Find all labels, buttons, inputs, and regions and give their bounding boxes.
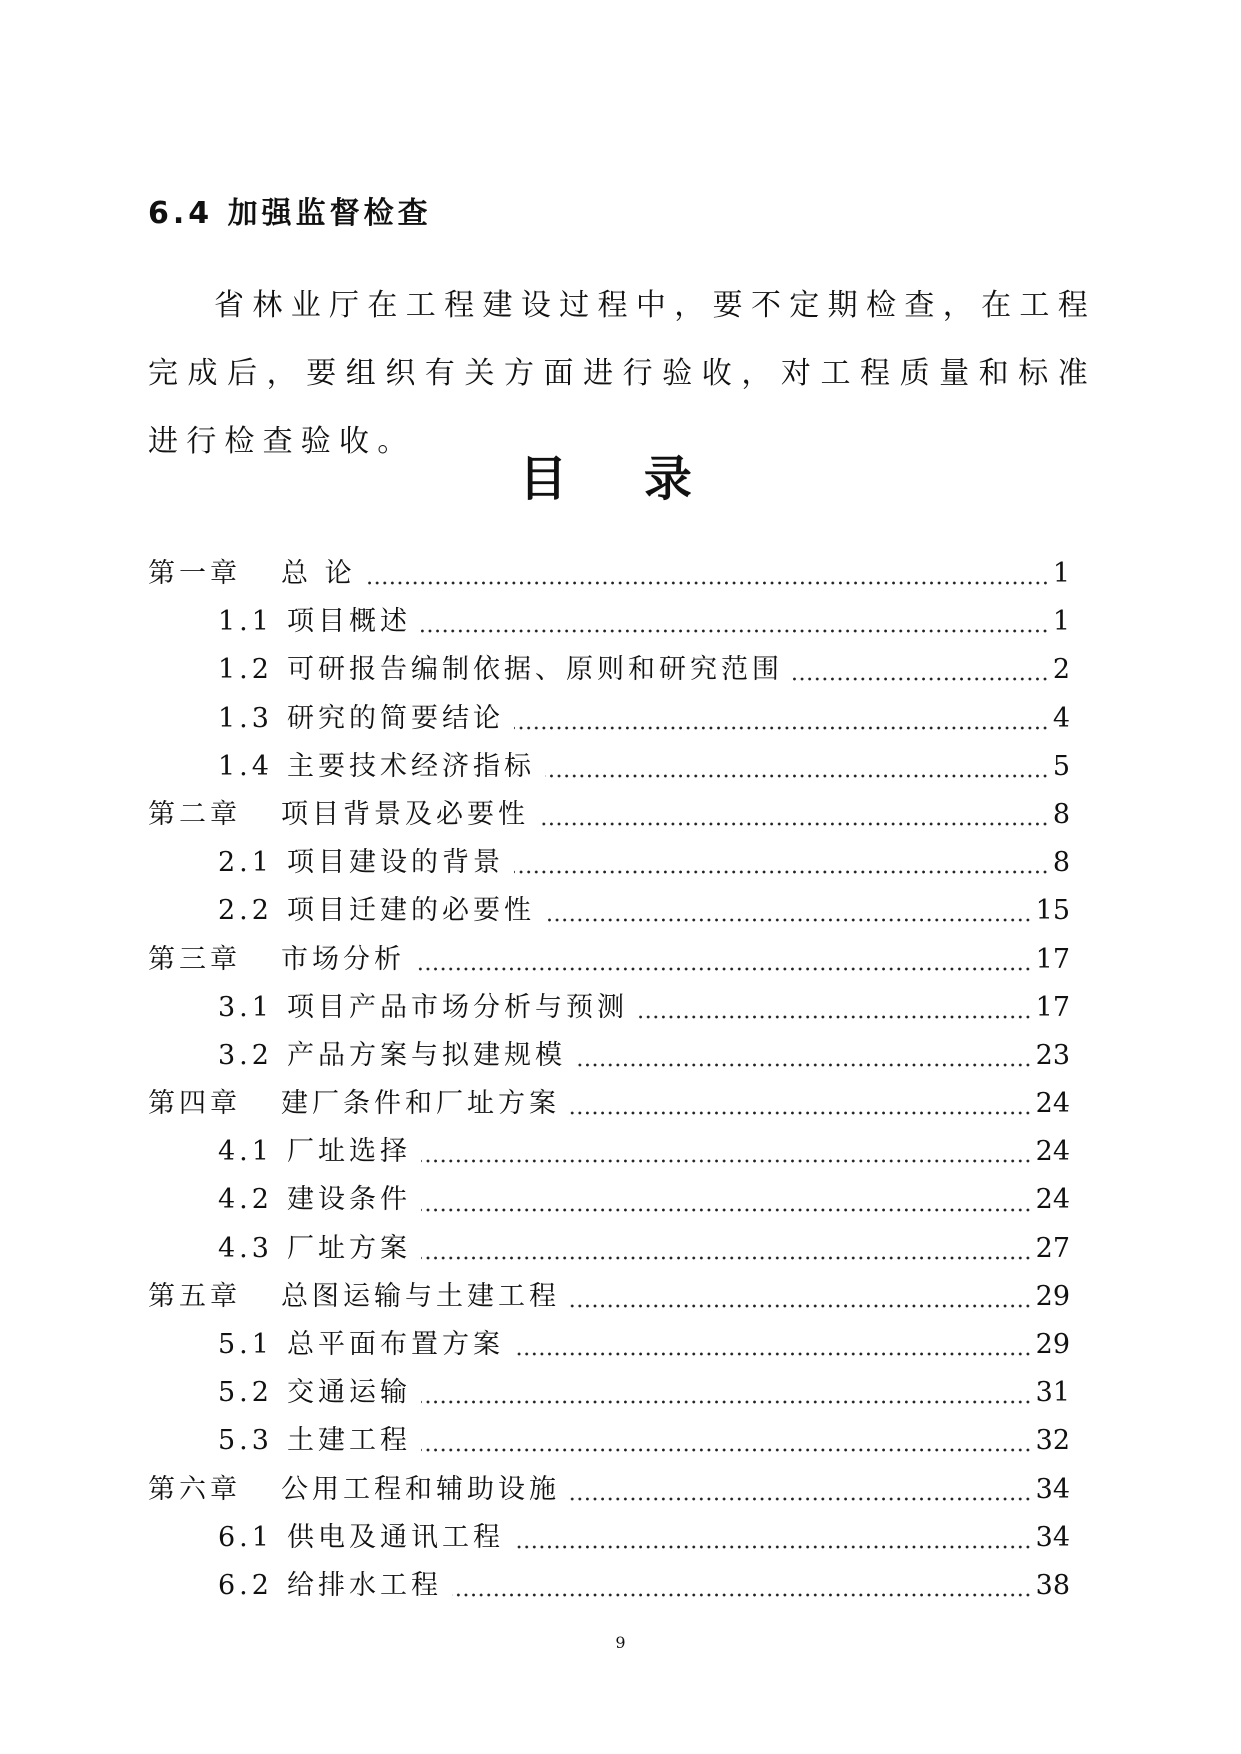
toc-entry-page: 17 bbox=[1035, 943, 1070, 975]
toc-entry-label: 产品方案与拟建规模 bbox=[286, 1039, 566, 1071]
page-number: 9 bbox=[615, 1633, 626, 1652]
toc-entry-number: 1.4 bbox=[218, 750, 273, 782]
toc-entry-number: 1.3 bbox=[218, 702, 273, 734]
table-of-contents bbox=[148, 551, 1070, 1611]
toc-dot-leader bbox=[793, 676, 1049, 682]
toc-dot-leader bbox=[421, 1447, 1032, 1453]
toc-dot-leader bbox=[514, 1351, 1032, 1357]
toc-entry-label: 项目产品市场分析与预测 bbox=[286, 991, 628, 1023]
toc-dot-leader bbox=[452, 1592, 1032, 1598]
toc-entry-label: 可研报告编制依据、原则和研究范围 bbox=[286, 654, 783, 686]
toc-entry-label: 建设条件 bbox=[286, 1184, 411, 1216]
toc-entry-page: 24 bbox=[1035, 1136, 1070, 1168]
toc-entry-number: 第五章 bbox=[148, 1280, 241, 1312]
toc-entry-label: 厂址方案 bbox=[286, 1232, 411, 1264]
toc-section-entry[interactable] bbox=[148, 1370, 1070, 1418]
toc-dot-leader bbox=[514, 1544, 1032, 1550]
toc-entry-number: 第一章 bbox=[148, 558, 241, 589]
toc-section-entry[interactable] bbox=[148, 985, 1070, 1033]
toc-entry-page: 31 bbox=[1035, 1377, 1070, 1409]
toc-dot-leader bbox=[638, 1014, 1032, 1020]
toc-entry-number: 第三章 bbox=[148, 943, 241, 975]
toc-entry-number: 4.3 bbox=[218, 1232, 273, 1264]
toc-entry-label: 主要技术经济指标 bbox=[286, 750, 535, 782]
toc-section-entry[interactable] bbox=[148, 599, 1070, 647]
body-paragraph: 省林业厅在工程建设过程中，要不定期检查，在工程完成后，要组织有关方面进行验收，对工程质量和标准进行检查验收。 bbox=[148, 288, 1096, 459]
toc-dot-leader bbox=[570, 1110, 1032, 1116]
toc-entry-number: 6.1 bbox=[218, 1521, 273, 1553]
toc-dot-leader bbox=[415, 966, 1032, 972]
toc-entry-page: 17 bbox=[1035, 991, 1070, 1023]
toc-entry-label: 总平面布置方案 bbox=[286, 1329, 504, 1360]
toc-entry-label: 供电及通讯工程 bbox=[286, 1521, 504, 1553]
toc-entry-label: 项目建设的背景 bbox=[286, 847, 504, 879]
toc-entry-page: 34 bbox=[1035, 1473, 1070, 1505]
toc-entry-label: 市场分析 bbox=[281, 943, 405, 975]
toc-entry-page: 2 bbox=[1052, 654, 1070, 686]
toc-section-entry[interactable] bbox=[148, 1515, 1070, 1563]
toc-dot-leader bbox=[539, 821, 1049, 827]
toc-dot-leader bbox=[545, 917, 1032, 923]
toc-entry-number: 第二章 bbox=[148, 798, 241, 830]
toc-entry-label: 公用工程和辅助设施 bbox=[281, 1473, 560, 1505]
toc-entry-page: 1 bbox=[1052, 558, 1070, 589]
toc-section-entry[interactable] bbox=[148, 888, 1070, 936]
toc-section-entry[interactable] bbox=[148, 696, 1070, 744]
toc-dot-leader bbox=[421, 1207, 1032, 1213]
toc-entry-label: 总图运输与土建工程 bbox=[281, 1280, 560, 1312]
section-heading: 6.4 加强监督检查 bbox=[148, 196, 432, 231]
toc-entry-label: 建厂条件和厂址方案 bbox=[281, 1088, 560, 1120]
toc-entry-number: 第六章 bbox=[148, 1473, 241, 1505]
toc-entry-label: 项目迁建的必要性 bbox=[286, 895, 535, 927]
toc-section-entry[interactable] bbox=[148, 1322, 1070, 1370]
toc-entry-label: 给排水工程 bbox=[286, 1569, 442, 1601]
toc-dot-leader bbox=[514, 869, 1049, 875]
toc-section-entry[interactable] bbox=[148, 1226, 1070, 1274]
toc-entry-number: 5.1 bbox=[218, 1329, 273, 1360]
toc-chapter-entry[interactable] bbox=[148, 1274, 1070, 1322]
toc-dot-leader bbox=[421, 1399, 1032, 1405]
toc-section-entry[interactable] bbox=[148, 744, 1070, 792]
toc-entry-page: 38 bbox=[1035, 1569, 1070, 1601]
toc-dot-leader bbox=[421, 1158, 1032, 1164]
toc-entry-page: 27 bbox=[1035, 1232, 1070, 1264]
toc-section-entry[interactable] bbox=[148, 1129, 1070, 1177]
toc-entry-number: 2.2 bbox=[218, 895, 273, 927]
toc-dot-leader bbox=[366, 580, 1049, 586]
toc-section-entry[interactable] bbox=[148, 1418, 1070, 1466]
toc-chapter-entry[interactable] bbox=[148, 1467, 1070, 1515]
toc-entry-number: 5.3 bbox=[218, 1425, 273, 1457]
toc-chapter-entry[interactable] bbox=[148, 551, 1070, 599]
toc-chapter-entry[interactable] bbox=[148, 937, 1070, 985]
toc-entry-label: 总 论 bbox=[281, 558, 356, 589]
toc-entry-label: 厂址选择 bbox=[286, 1136, 411, 1168]
toc-entry-page: 1 bbox=[1052, 606, 1070, 638]
toc-entry-page: 24 bbox=[1035, 1088, 1070, 1120]
toc-chapter-entry[interactable] bbox=[148, 792, 1070, 840]
toc-entry-page: 32 bbox=[1035, 1425, 1070, 1457]
toc-dot-leader bbox=[421, 628, 1049, 634]
toc-entry-page: 4 bbox=[1052, 702, 1070, 734]
toc-dot-leader bbox=[570, 1303, 1032, 1309]
toc-entry-page: 29 bbox=[1035, 1329, 1070, 1360]
toc-entry-number: 3.2 bbox=[218, 1039, 273, 1071]
toc-entry-label: 项目概述 bbox=[286, 606, 411, 638]
toc-entry-label: 交通运输 bbox=[286, 1377, 411, 1409]
toc-entry-number: 第四章 bbox=[148, 1088, 241, 1120]
toc-dot-leader bbox=[421, 1255, 1032, 1261]
toc-dot-leader bbox=[576, 1062, 1032, 1068]
toc-entry-number: 5.2 bbox=[218, 1377, 273, 1409]
toc-entry-page: 23 bbox=[1035, 1039, 1070, 1071]
toc-section-entry[interactable] bbox=[148, 1177, 1070, 1225]
toc-entry-number: 2.1 bbox=[218, 847, 273, 879]
toc-entry-page: 34 bbox=[1035, 1521, 1070, 1553]
toc-dot-leader bbox=[514, 725, 1049, 731]
toc-entry-label: 项目背景及必要性 bbox=[281, 798, 529, 830]
toc-dot-leader bbox=[545, 773, 1049, 779]
toc-entry-number: 4.2 bbox=[218, 1184, 273, 1216]
toc-entry-page: 5 bbox=[1052, 750, 1070, 782]
toc-entry-number: 1.2 bbox=[218, 654, 273, 686]
toc-section-entry[interactable] bbox=[148, 1563, 1070, 1611]
toc-entry-number: 6.2 bbox=[218, 1569, 273, 1601]
toc-entry-number: 3.1 bbox=[218, 991, 273, 1023]
toc-entry-label: 土建工程 bbox=[286, 1425, 411, 1457]
toc-section-entry[interactable] bbox=[148, 647, 1070, 695]
toc-entry-number: 1.1 bbox=[218, 606, 273, 638]
toc-chapter-entry[interactable] bbox=[148, 1081, 1070, 1129]
toc-section-entry[interactable] bbox=[148, 1033, 1070, 1081]
toc-entry-number: 4.1 bbox=[218, 1136, 273, 1168]
toc-entry-page: 15 bbox=[1035, 895, 1070, 927]
toc-entry-page: 29 bbox=[1035, 1280, 1070, 1312]
toc-entry-label: 研究的简要结论 bbox=[286, 702, 504, 734]
toc-entry-page: 24 bbox=[1035, 1184, 1070, 1216]
toc-entry-page: 8 bbox=[1052, 798, 1070, 830]
toc-title: 目 录 bbox=[519, 451, 722, 507]
toc-dot-leader bbox=[570, 1496, 1032, 1502]
toc-entry-page: 8 bbox=[1052, 847, 1070, 879]
toc-section-entry[interactable] bbox=[148, 840, 1070, 888]
